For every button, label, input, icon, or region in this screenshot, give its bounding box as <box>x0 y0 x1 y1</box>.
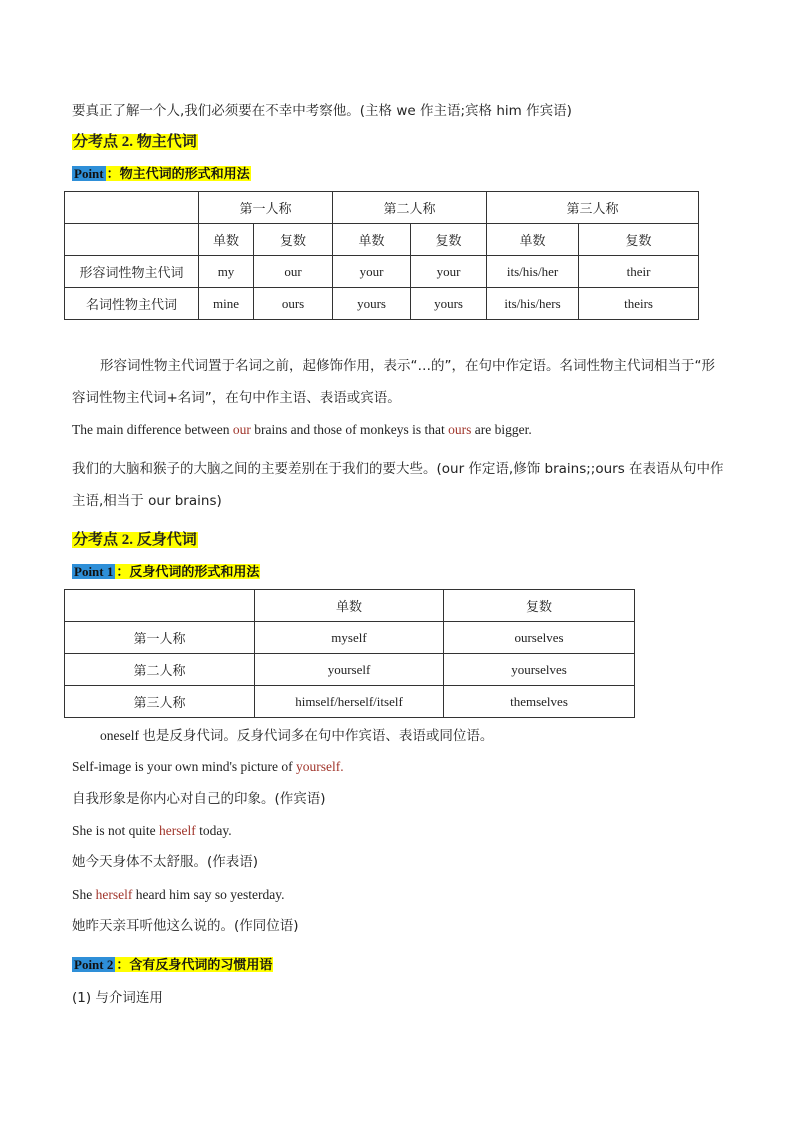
table-cell: yours <box>333 288 411 320</box>
point-heading-reflexive <box>72 563 260 581</box>
example-text: Self-image is your own mind's picture of <box>72 759 297 774</box>
point-title: ：含有反身代词的习惯用语 <box>116 957 273 972</box>
intro-translation-line: 要真正了解一个人,我们必须要在不幸中考察他。(主格 we 作主语;宾格 him 作宾语) <box>72 103 572 119</box>
example-highlight: herself <box>95 887 133 902</box>
table-cell <box>65 590 255 622</box>
table-cell: yourselves <box>444 654 635 686</box>
table-cell: mine <box>199 288 254 320</box>
table-header-cell: 复数 <box>444 590 635 622</box>
example-highlight: our <box>232 422 251 437</box>
example-text: She <box>72 887 96 902</box>
example-sentence <box>72 821 232 841</box>
table-cell: our <box>254 256 333 288</box>
section-heading-reflexive <box>72 529 198 551</box>
example-highlight: yourself. <box>296 759 344 774</box>
table-header-cell: 第三人称 <box>487 192 699 224</box>
point-heading-idioms <box>72 956 273 974</box>
example-translation: 我们的大脑和猴子的大脑之间的主要差别在于我们的要大些。(our 作定语,修饰 brains;;ours 在表语从句中作 <box>72 461 724 477</box>
example-text: today. <box>195 823 232 838</box>
reflexive-pronoun-table <box>64 589 635 718</box>
example-highlight: herself <box>159 823 196 838</box>
table-cell: your <box>411 256 487 288</box>
table-cell: your <box>333 256 411 288</box>
paragraph-line: 容词性物主代词+名词”，在句中作主语、表语或宾语。 <box>72 390 401 406</box>
point-label: Point 2 <box>74 957 114 972</box>
table-cell: myself <box>255 622 444 654</box>
row-label: 第二人称 <box>65 654 255 686</box>
section-title: 反身代词 <box>136 532 197 548</box>
row-label: 形容词性物主代词 <box>65 256 199 288</box>
row-label: 第一人称 <box>65 622 255 654</box>
table-cell: their <box>579 256 699 288</box>
example-sentence <box>72 420 532 440</box>
possessive-pronoun-table <box>64 191 699 320</box>
table-header-cell: 单数 <box>255 590 444 622</box>
table-cell: yours <box>411 288 487 320</box>
example-translation: 自我形象是你内心对自己的印象。(作宾语) <box>72 791 326 807</box>
table-row <box>65 288 699 320</box>
example-sentence <box>72 757 344 777</box>
example-text: The main difference between <box>72 422 233 437</box>
table-cell: its/his/hers <box>487 288 579 320</box>
point-title: ：物主代词的形式和用法 <box>106 166 250 181</box>
example-sentence <box>72 885 284 905</box>
table-header-cell: 单数 <box>487 224 579 256</box>
point-title: ：反身代词的形式和用法 <box>116 564 260 579</box>
table-cell: ourselves <box>444 622 635 654</box>
table-header-cell: 第一人称 <box>199 192 333 224</box>
section-number: 分考点 2. <box>73 532 134 548</box>
table-cell: himself/herself/itself <box>255 686 444 718</box>
point-label: Point <box>74 166 104 181</box>
row-label: 名词性物主代词 <box>65 288 199 320</box>
table-header-cell: 单数 <box>333 224 411 256</box>
table-cell: my <box>199 256 254 288</box>
table-cell: theirs <box>579 288 699 320</box>
table-header-cell: 复数 <box>411 224 487 256</box>
row-label: 第三人称 <box>65 686 255 718</box>
table-header-row <box>65 192 699 224</box>
section-heading-possessive <box>72 131 198 153</box>
section-number: 分考点 2. <box>73 134 134 150</box>
point-heading-possessive <box>72 165 251 183</box>
table-row <box>65 256 699 288</box>
paragraph-line: 形容词性物主代词置于名词之前，起修饰作用，表示“…的”，在句中作定语。名词性物主代词相当于“形 <box>100 358 715 374</box>
point-label: Point 1 <box>74 564 114 579</box>
example-translation: 主语,相当于 our brains) <box>72 493 222 509</box>
section-title: 物主代词 <box>136 134 197 150</box>
example-highlight: ours <box>448 422 472 437</box>
table-cell: its/his/her <box>487 256 579 288</box>
table-cell: themselves <box>444 686 635 718</box>
paragraph-line <box>100 726 493 746</box>
table-header-cell: 复数 <box>579 224 699 256</box>
table-cell: yourself <box>255 654 444 686</box>
table-cell <box>65 192 199 224</box>
table-header-row <box>65 590 635 622</box>
example-text: brains and those of monkeys is that <box>250 422 449 437</box>
table-header-cell: 单数 <box>199 224 254 256</box>
table-header-row <box>65 224 699 256</box>
example-text: heard him say so yesterday. <box>132 887 285 902</box>
list-item: (1) 与介词连用 <box>72 990 163 1006</box>
table-row <box>65 654 635 686</box>
example-translation: 她昨天亲耳听他这么说的。(作同位语) <box>72 918 299 934</box>
table-header-cell: 第二人称 <box>333 192 487 224</box>
section-heading-highlight <box>72 532 198 548</box>
oneself-note: oneself 也是反身代词。反身代词多在句中作宾语、表语或同位语。 <box>100 728 494 743</box>
table-row <box>65 686 635 718</box>
table-cell <box>65 224 199 256</box>
example-translation: 她今天身体不太舒服。(作表语) <box>72 854 259 870</box>
table-header-cell: 复数 <box>254 224 333 256</box>
example-text: She is not quite <box>72 823 159 838</box>
example-text: are bigger. <box>471 422 532 437</box>
section-heading-highlight <box>72 134 198 150</box>
table-row <box>65 622 635 654</box>
table-cell: ours <box>254 288 333 320</box>
